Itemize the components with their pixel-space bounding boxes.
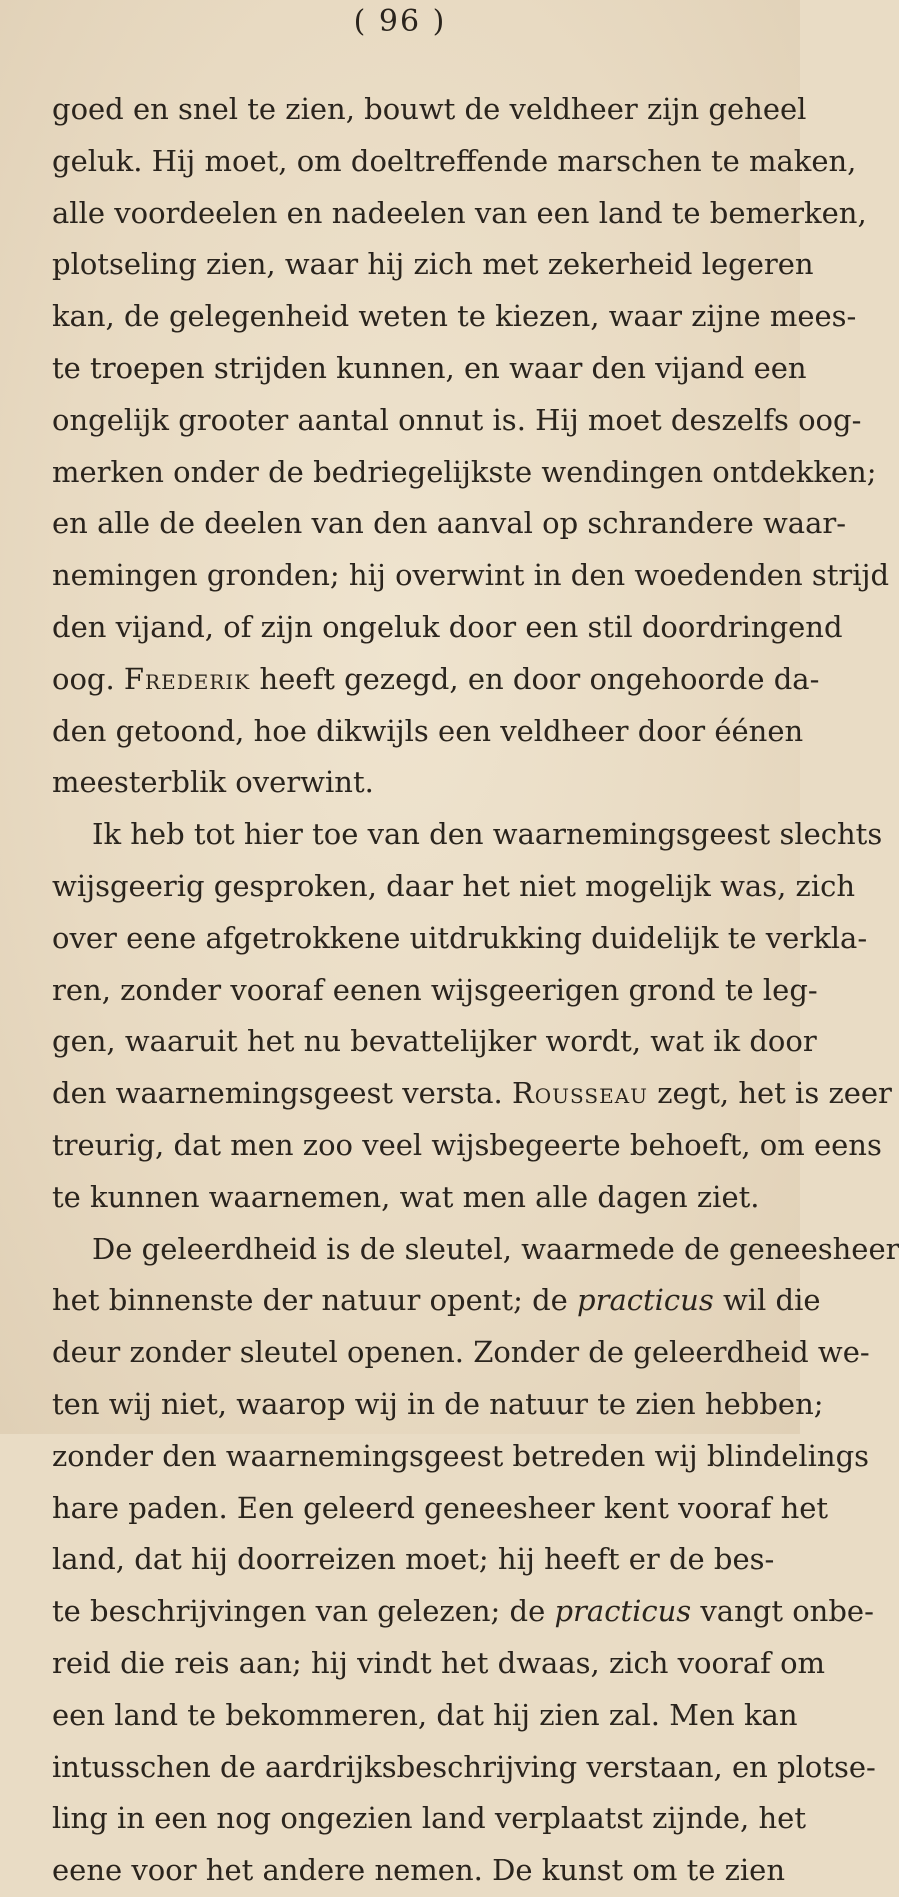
text-line: plotseling zien, waar hij zich met zekerheid legeren bbox=[52, 247, 814, 282]
text-line: te beschrijvingen van gelezen; de practicus vangt onbe- bbox=[52, 1594, 874, 1629]
text-line: treurig, dat men zoo veel wijsbegeerte behoeft, om eens bbox=[52, 1127, 882, 1162]
text-line: te kunnen waarnemen, wat men alle dagen ziet. bbox=[52, 1179, 760, 1214]
text-line: over eene afgetrokkene uitdrukking duidelijk te verkla- bbox=[52, 920, 868, 955]
text-line: nemingen gronden; hij overwint in den woedenden strijd bbox=[52, 558, 890, 593]
text-line: geluk. Hij moet, om doeltreffende marschen te maken, bbox=[52, 143, 857, 178]
text-line: Ik heb tot hier toe van den waarnemingsgeest slechts bbox=[92, 817, 883, 852]
text-line: ren, zonder vooraf eenen wijsgeerigen grond te leg- bbox=[52, 972, 818, 1007]
text-line: eene voor het andere nemen. De kunst om te zien bbox=[52, 1853, 786, 1888]
text-line: land, dat hij doorreizen moet; hij heeft er de bes- bbox=[52, 1542, 775, 1577]
text-line: gen, waaruit het nu bevattelijker wordt, wat ik door bbox=[52, 1024, 817, 1059]
text-line: hare paden. Een geleerd geneesheer kent vooraf het bbox=[52, 1490, 829, 1525]
text-line: den waarnemingsgeest versta. Rousseau zegt, het is zeer bbox=[52, 1076, 892, 1111]
text-line: intusschen de aardrijksbeschrijving verstaan, en plotse- bbox=[52, 1749, 876, 1784]
text-line: ten wij niet, waarop wij in de natuur te zien hebben; bbox=[52, 1386, 824, 1421]
text-line: merken onder de bedriegelijkste wendingen ontdekken; bbox=[52, 454, 877, 489]
text-line: oog. Frederik heeft gezegd, en door ongehoorde da- bbox=[52, 661, 820, 696]
text-line: en alle de deelen van den aanval op schrandere waar- bbox=[52, 506, 847, 541]
text-line: zonder den waarnemingsgeest betreden wij blindelings bbox=[52, 1438, 870, 1473]
text-line: wijsgeerig gesproken, daar het niet mogelijk was, zich bbox=[52, 868, 856, 903]
text-line: deur zonder sleutel openen. Zonder de geleerdheid we- bbox=[52, 1335, 870, 1370]
text-line: goed en snel te zien, bouwt de veldheer zijn geheel bbox=[52, 92, 807, 126]
text-line: ongelijk grooter aantal onnut is. Hij moet deszelfs oog- bbox=[52, 402, 862, 437]
text-line: den getoond, hoe dikwijls een veldheer door éénen bbox=[52, 713, 804, 748]
text-line: den vijand, of zijn ongeluk door een stil doordringend bbox=[52, 609, 843, 644]
page-number: ( 96 ) bbox=[353, 4, 447, 39]
body-text bbox=[52, 84, 899, 1897]
text-line: een land te bekommeren, dat hij zien zal. Men kan bbox=[52, 1697, 798, 1732]
text-line: De geleerdheid is de sleutel, waarmede de geneesheer bbox=[92, 1231, 899, 1266]
text-line: reid die reis aan; hij vindt het dwaas, zich vooraf om bbox=[52, 1645, 826, 1680]
text-line: alle voordeelen en nadeelen van een land te bemerken, bbox=[52, 195, 867, 230]
text-line: meesterblik overwint. bbox=[52, 765, 374, 800]
text-line: het binnenste der natuur opent; de practicus wil die bbox=[52, 1283, 821, 1318]
text-line: kan, de gelegenheid weten te kiezen, waar zijne mees- bbox=[52, 299, 857, 334]
text-line: ling in een nog ongezien land verplaatst zijnde, het bbox=[52, 1801, 806, 1836]
text-line: te troepen strijden kunnen, en waar den vijand een bbox=[52, 350, 807, 385]
